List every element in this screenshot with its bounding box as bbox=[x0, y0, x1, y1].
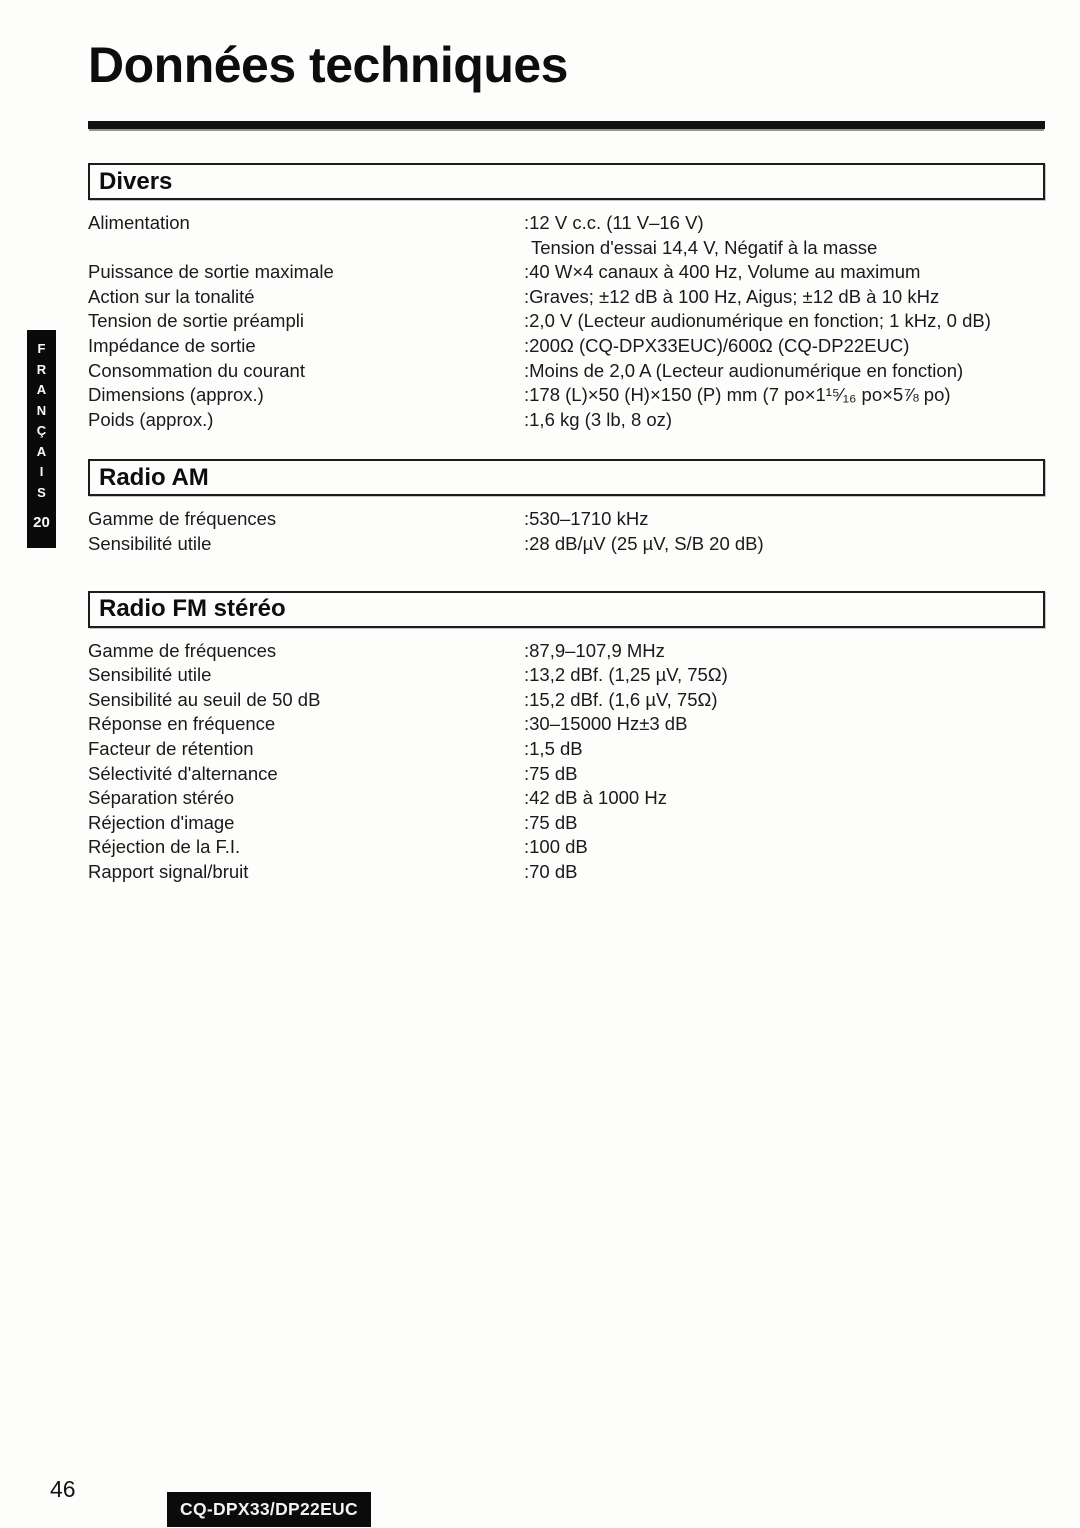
spec-value: :15,2 dBf. (1,6 µV, 75Ω) bbox=[524, 688, 718, 710]
sidebar-letter: N bbox=[36, 402, 47, 418]
spec-row bbox=[88, 737, 1045, 762]
title-rule bbox=[88, 121, 1045, 129]
spec-row bbox=[88, 835, 1045, 860]
section-heading-label: Radio AM bbox=[99, 463, 209, 491]
spec-row bbox=[88, 860, 1045, 885]
section-heading-label: Radio FM stéréo bbox=[99, 595, 286, 623]
spec-row bbox=[88, 211, 1045, 236]
spec-value: :75 dB bbox=[524, 762, 578, 784]
page-title: Données techniques bbox=[88, 37, 568, 93]
sidebar-letter: I bbox=[39, 464, 44, 479]
content-column bbox=[88, 38, 1045, 884]
spec-row bbox=[88, 762, 1045, 787]
section-heading-label: Divers bbox=[99, 167, 173, 195]
spec-value: :70 dB bbox=[524, 860, 578, 882]
spec-row bbox=[88, 260, 1045, 285]
sidebar-letter: A bbox=[36, 443, 47, 459]
spec-label: Action sur la tonalité bbox=[88, 285, 255, 307]
spec-row bbox=[88, 309, 1045, 334]
spec-row bbox=[88, 712, 1045, 737]
spec-value: :100 dB bbox=[524, 836, 588, 858]
spec-value: :Moins de 2,0 A (Lecteur audionumérique en fonction) bbox=[524, 359, 964, 381]
spec-label: Sensibilité utile bbox=[88, 664, 212, 686]
spec-row bbox=[88, 408, 1045, 433]
spec-row bbox=[88, 663, 1045, 688]
language-sidebar bbox=[27, 330, 56, 548]
spec-row bbox=[88, 811, 1045, 836]
spec-label: Sensibilité utile bbox=[88, 532, 212, 554]
spec-label: Sensibilité au seuil de 50 dB bbox=[88, 688, 321, 710]
spec-label: Sélectivité d'alternance bbox=[88, 762, 278, 784]
spec-label: Réjection d'image bbox=[88, 811, 235, 833]
spec-row bbox=[88, 334, 1045, 359]
spec-row bbox=[88, 639, 1045, 664]
spec-label: Gamme de fréquences bbox=[88, 639, 277, 661]
spec-value: :28 dB/µV (25 µV, S/B 20 dB) bbox=[524, 532, 764, 554]
spec-value: :12 V c.c. (11 V–16 V) bbox=[524, 212, 704, 233]
section-heading-box bbox=[88, 163, 1045, 200]
spec-row bbox=[88, 786, 1045, 811]
spec-label: Dimensions (approx.) bbox=[88, 384, 264, 406]
spec-value: :87,9–107,9 MHz bbox=[524, 639, 665, 661]
spec-label: Gamme de fréquences bbox=[88, 508, 277, 530]
spec-value: :1,5 dB bbox=[524, 737, 583, 759]
spec-label: Réjection de la F.I. bbox=[88, 836, 241, 858]
spec-value: Tension d'essai 14,4 V, Négatif à la masse bbox=[531, 236, 878, 258]
sidebar-letter: S bbox=[37, 484, 46, 500]
spec-value: :530–1710 kHz bbox=[524, 508, 649, 530]
spec-row bbox=[88, 688, 1045, 713]
spec-value: :2,0 V (Lecteur audionumérique en fonction; 1 kHz, 0 dB) bbox=[524, 310, 991, 332]
sidebar-letter: R bbox=[36, 361, 47, 377]
spec-rows bbox=[88, 639, 1045, 885]
sidebar-page-tab: 20 bbox=[33, 514, 50, 531]
spec-label: Rapport signal/bruit bbox=[88, 860, 249, 882]
spec-row bbox=[88, 359, 1045, 384]
spec-label: Séparation stéréo bbox=[88, 787, 235, 809]
spec-value: :30–15000 Hz±3 dB bbox=[524, 713, 688, 735]
section-heading-box bbox=[88, 459, 1045, 496]
spec-row bbox=[88, 532, 1045, 557]
section-radio-am bbox=[88, 459, 1045, 556]
section-radio-fm bbox=[88, 591, 1045, 885]
spec-row bbox=[88, 285, 1045, 310]
sidebar-letter: F bbox=[37, 341, 46, 356]
spec-value: :40 W×4 canaux à 400 Hz, Volume au maximum bbox=[524, 261, 921, 283]
spec-row bbox=[88, 383, 1045, 408]
spec-value: :1,6 kg (3 lb, 8 oz) bbox=[524, 408, 673, 430]
spec-value: :42 dB à 1000 Hz bbox=[524, 787, 667, 809]
spec-label bbox=[88, 236, 524, 261]
spec-value: :178 (L)×50 (H)×150 (P) mm (7 po×1¹⁵⁄₁₆ po×5⅞ po) bbox=[524, 384, 951, 406]
spec-label: Puissance de sortie maximale bbox=[88, 261, 334, 283]
spec-label: Consommation du courant bbox=[88, 359, 305, 381]
spec-rows bbox=[88, 507, 1045, 556]
section-divers bbox=[88, 163, 1045, 432]
spec-label: Réponse en fréquence bbox=[88, 713, 276, 735]
spec-label: Impédance de sortie bbox=[88, 334, 256, 356]
model-badge: CQ-DPX33/DP22EUC bbox=[167, 1492, 371, 1527]
spec-row-continuation bbox=[88, 236, 1045, 261]
page-number: 46 bbox=[50, 1476, 76, 1502]
sidebar-letter: Ç bbox=[36, 423, 47, 438]
spec-label: Facteur de rétention bbox=[88, 737, 254, 759]
spec-value: :200Ω (CQ-DPX33EUC)/600Ω (CQ-DP22EUC) bbox=[524, 334, 910, 356]
spec-label: Alimentation bbox=[88, 212, 190, 233]
spec-label: Tension de sortie préampli bbox=[88, 310, 304, 332]
spec-value: :Graves; ±12 dB à 100 Hz, Aigus; ±12 dB à 10 kHz bbox=[524, 285, 940, 307]
section-heading-box bbox=[88, 591, 1045, 628]
spec-row bbox=[88, 507, 1045, 532]
spec-rows bbox=[88, 211, 1045, 432]
spec-value: :13,2 dBf. (1,25 µV, 75Ω) bbox=[524, 664, 728, 686]
spec-label: Poids (approx.) bbox=[88, 408, 214, 430]
sidebar-letter: A bbox=[36, 382, 47, 397]
spec-value: :75 dB bbox=[524, 811, 578, 833]
